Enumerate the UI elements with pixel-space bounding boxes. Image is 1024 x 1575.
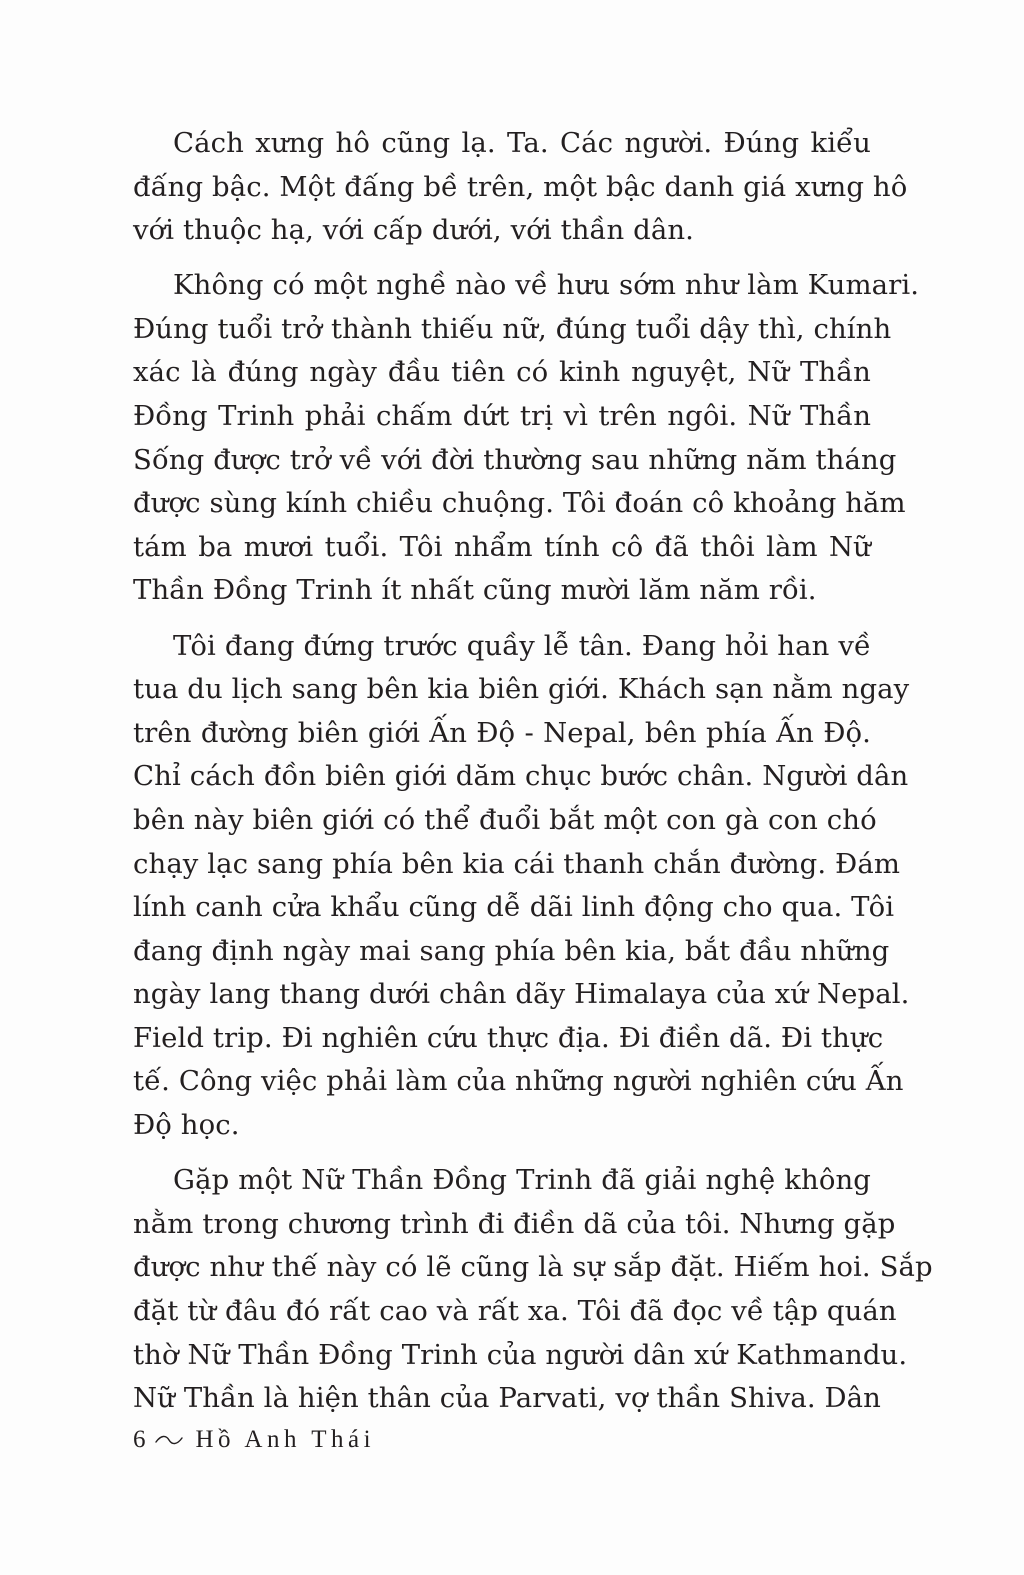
paragraph: [133, 625, 910, 1148]
text-line: Đồng Trinh phải chấm dứt trị vì trên ngôi. Nữ Thần: [133, 400, 871, 433]
text-line: Tôi đang đứng trước quầy lễ tân. Đang hỏi han về: [173, 629, 871, 662]
text-line: tám ba mươi tuổi. Tôi nhẩm tính cô đã thôi làm Nữ: [133, 530, 871, 563]
text-line: tế. Công việc phải làm của những người nghiên cứu Ấn: [133, 1065, 904, 1098]
text-line: được như thế này có lẽ cũng là sự sắp đặt. Hiếm hoi. Sắp: [133, 1251, 933, 1284]
text-line: Gặp một Nữ Thần Đồng Trinh đã giải nghệ không: [173, 1164, 871, 1197]
text-line: với thuộc hạ, với cấp dưới, với thần dân.: [133, 214, 695, 247]
paragraph: [133, 264, 920, 613]
page-footer: [133, 1420, 375, 1460]
paragraph: [133, 122, 908, 253]
text-line: lính canh cửa khẩu cũng dễ dãi linh động cho qua. Tôi: [133, 891, 895, 924]
text-line: Thần Đồng Trinh ít nhất cũng mười lăm năm rồi.: [133, 574, 817, 607]
author-name: Hồ Anh Thái: [195, 1426, 376, 1453]
text-line: chạy lạc sang phía bên kia cái thanh chắn đường. Đám: [133, 847, 901, 880]
text-line: Đúng tuổi trở thành thiếu nữ, đúng tuổi dậy thì, chính: [133, 312, 892, 345]
tilde-ornament-icon: [154, 1433, 184, 1447]
text-line: đấng bậc. Một đấng bề trên, một bậc danh giá xưng hô: [133, 170, 908, 203]
text-line: Field trip. Đi nghiên cứu thực địa. Đi điền dã. Đi thực: [133, 1021, 884, 1054]
text-line: Chỉ cách đồn biên giới dăm chục bước chân. Người dân: [133, 760, 909, 793]
page-number: 6: [133, 1426, 146, 1453]
text-line: được sùng kính chiều chuộng. Tôi đoán cô khoảng hăm: [133, 487, 906, 520]
text-line: nằm trong chương trình đi điền dã của tôi. Nhưng gặp: [133, 1207, 896, 1240]
paragraph: [133, 1159, 933, 1421]
text-line: ngày lang thang dưới chân dãy Himalaya của xứ Nepal.: [133, 978, 910, 1011]
text-line: đang định ngày mai sang phía bên kia, bắt đầu những: [133, 934, 890, 967]
text-line: bên này biên giới có thể đuổi bắt một con gà con chó: [133, 803, 877, 836]
text-line: Cách xưng hô cũng lạ. Ta. Các người. Đúng kiểu: [173, 127, 871, 159]
text-line: Nữ Thần là hiện thân của Parvati, vợ thần Shiva. Dân: [133, 1382, 881, 1415]
text-line: Sống được trở về với đời thường sau những năm tháng: [133, 443, 897, 476]
body-text: [133, 122, 933, 1432]
text-line: Không có một nghề nào về hưu sớm như làm Kumari.: [173, 269, 920, 302]
text-line: Độ học.: [133, 1109, 240, 1142]
text-line: xác là đúng ngày đầu tiên có kinh nguyệt, Nữ Thần: [133, 356, 871, 389]
text-line: thờ Nữ Thần Đồng Trinh của người dân xứ Kathmandu.: [133, 1338, 908, 1371]
text-line: đặt từ đâu đó rất cao và rất xa. Tôi đã đọc về tập quán: [133, 1294, 897, 1327]
text-line: trên đường biên giới Ấn Độ - Nepal, bên phía Ấn Độ.: [133, 716, 871, 749]
text-line: tua du lịch sang bên kia biên giới. Khách sạn nằm ngay: [133, 673, 910, 706]
